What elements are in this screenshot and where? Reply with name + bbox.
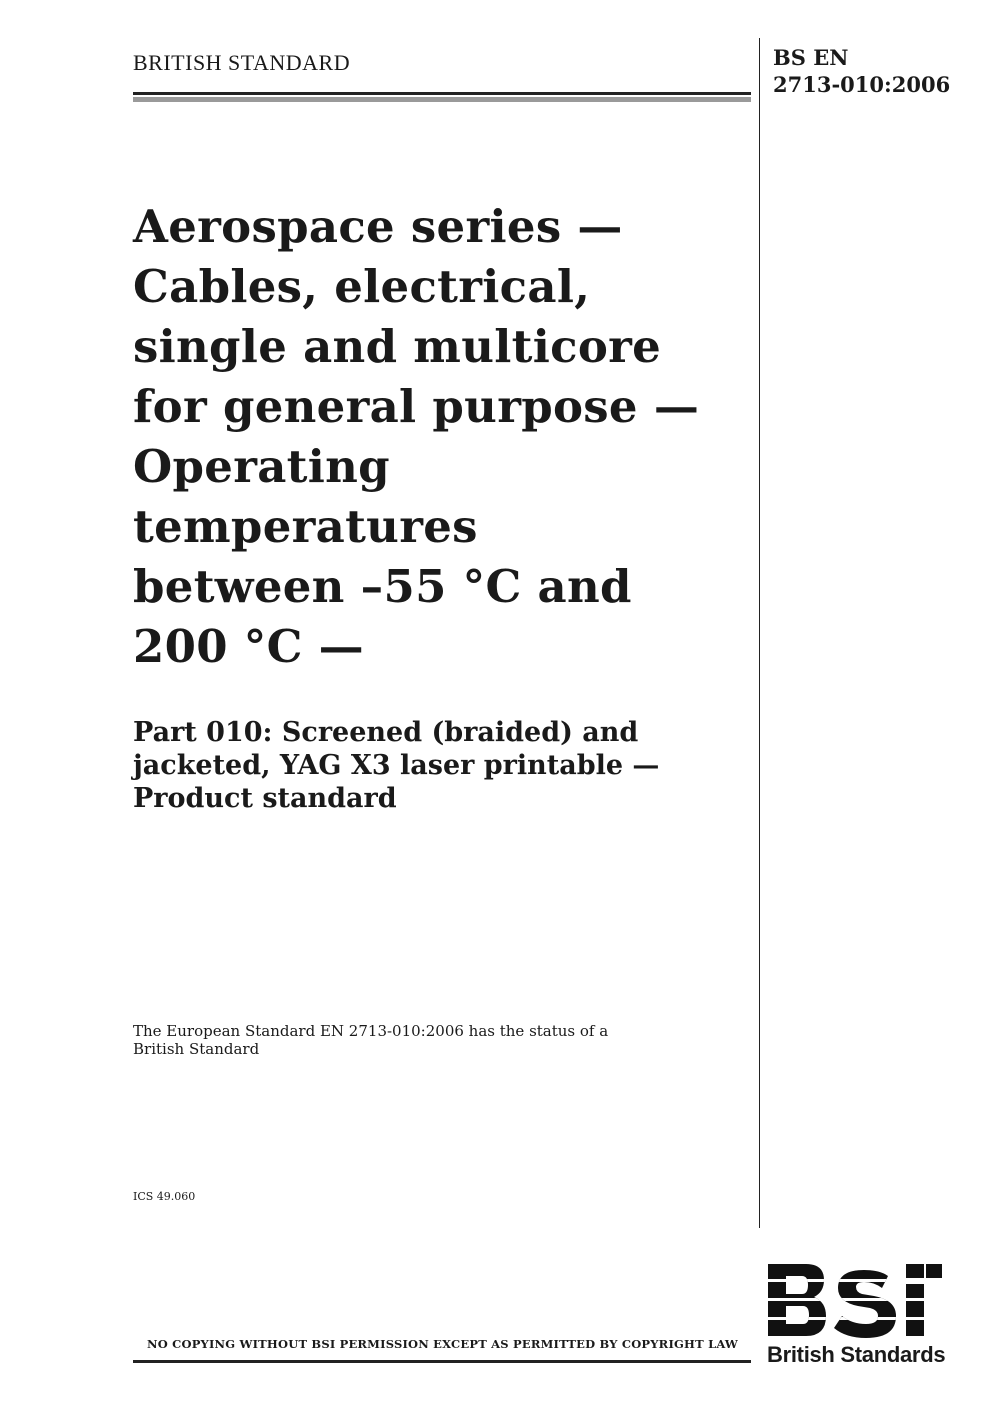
title-line: single and multicore [133, 320, 662, 373]
copyright-notice: NO COPYING WITHOUT BSI PERMISSION EXCEPT AS PERMITTED BY COPYRIGHT LAW [147, 1337, 739, 1351]
header-rule-gray [133, 97, 751, 102]
standard-number-line1: BS EN [773, 45, 849, 70]
bsi-logo [766, 1262, 946, 1370]
main-title [133, 197, 748, 677]
vertical-divider [759, 38, 760, 1228]
status-note-line: British Standard [133, 1040, 260, 1058]
ics-code: ICS 49.060 [133, 1190, 196, 1203]
title-line: temperatures [133, 500, 478, 553]
status-note [133, 1022, 653, 1058]
status-note-line: The European Standard EN 2713-010:2006 has the status of a [133, 1022, 609, 1040]
title-line: Aerospace series — [133, 200, 623, 253]
title-line: Cables, electrical, [133, 260, 591, 313]
bsi-logo-mark [766, 1262, 944, 1338]
standard-number-line2: 2713-010:2006 [773, 72, 951, 97]
title-line: Operating [133, 440, 390, 493]
document-type-label: BRITISH STANDARD [133, 50, 351, 75]
part-title-line: Product standard [133, 783, 397, 814]
header-rule-thick [133, 92, 751, 95]
title-line: for general purpose — [133, 380, 700, 433]
title-line: 200 °C — [133, 620, 364, 673]
standard-number [773, 44, 950, 98]
part-title [133, 716, 748, 815]
title-line: between –55 °C and [133, 560, 632, 613]
part-title-line: jacketed, YAG X3 laser printable — [133, 750, 660, 781]
footer-rule [133, 1360, 751, 1363]
part-title-line: Part 010: Screened (braided) and [133, 717, 639, 748]
bsi-logo-text: British Standards [767, 1342, 946, 1367]
